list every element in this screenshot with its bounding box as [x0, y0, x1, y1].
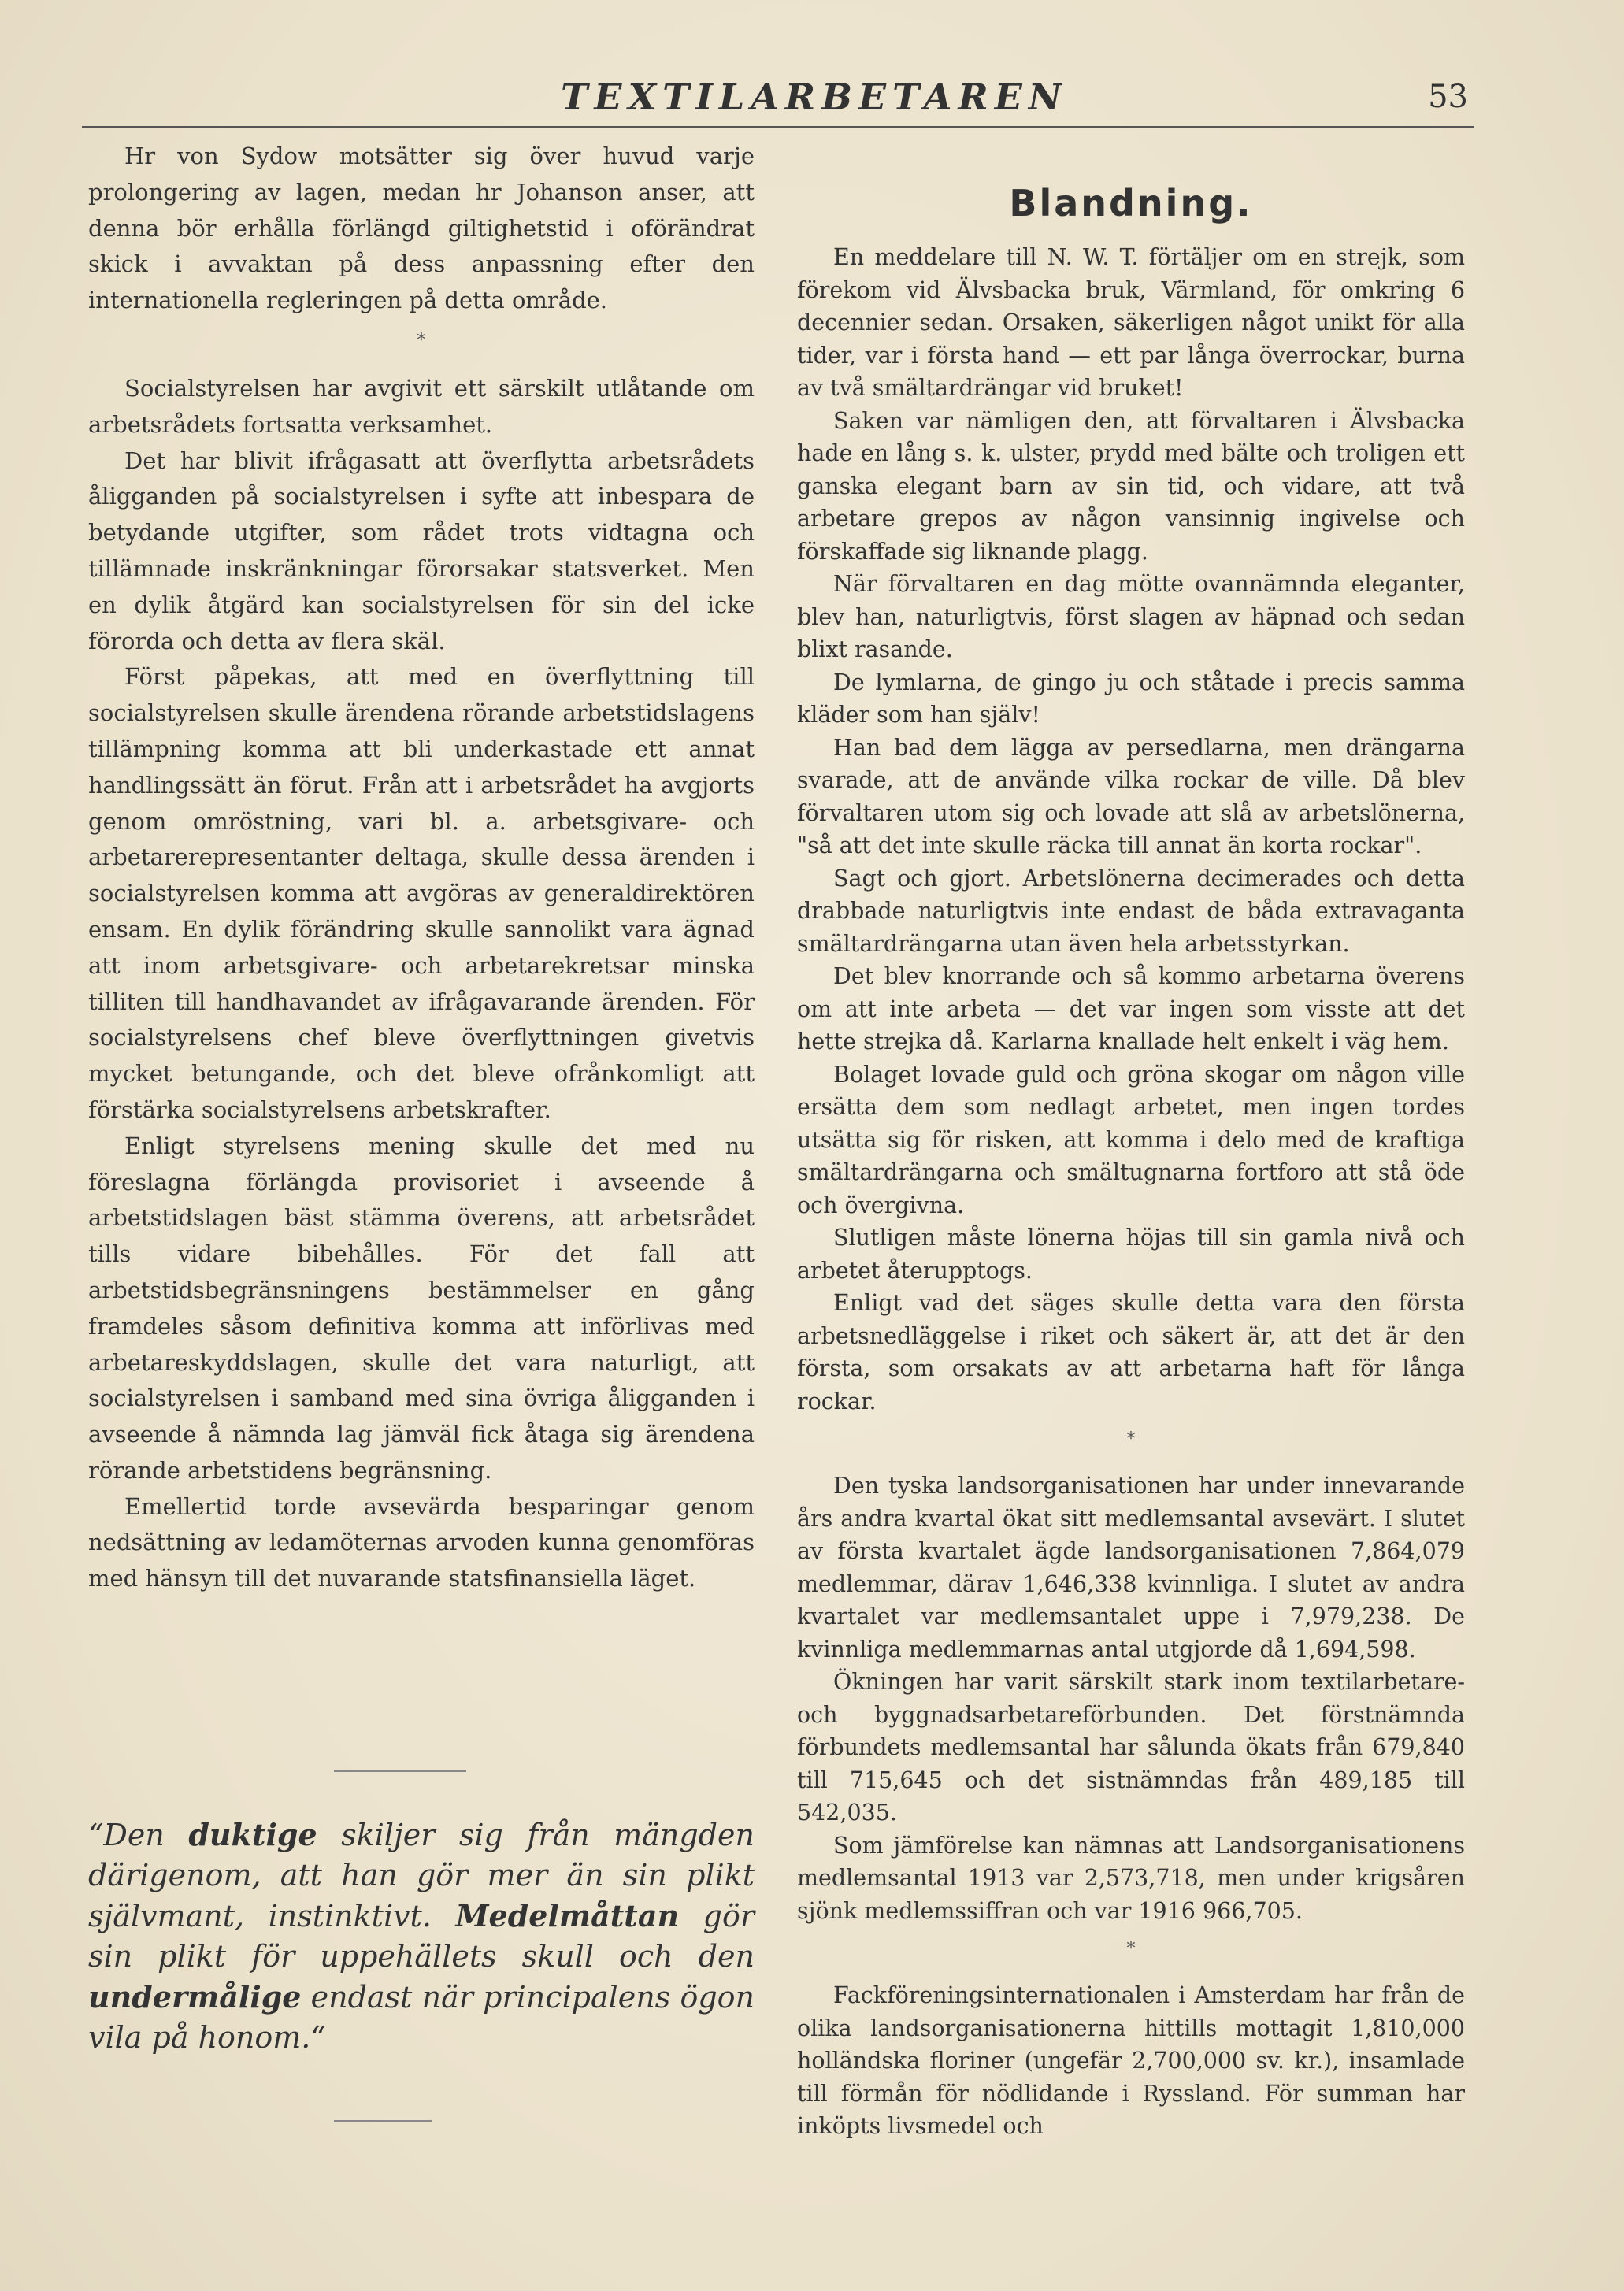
paragraph: Han bad dem lägga av persedlarna, men drängarna svarade, att de använde vilka rockar de ville. Då blev förvaltaren utom sig och lovade att slå av arbetslönerna, "så att det inte skulle räcka till annat än korta rockar".: [797, 734, 1465, 858]
section-separator: *: [1126, 1429, 1136, 1449]
paragraph: Emellertid torde avsevärda besparingar genom nedsättning av ledamöternas arvoden kunna genomföras med hänsyn till det nuvarande statsfinansiella läget.: [88, 1492, 755, 1592]
paragraph: Bolaget lovade guld och gröna skogar om någon ville ersätta dem som nedlagt arbetet, men ingen tordes utsätta sig för risken, att komma i delo med de kraftiga smältardrängarna och smältugnarna fortforo att stå öde och övergivna.: [797, 1061, 1465, 1218]
section-separator: *: [1126, 1939, 1136, 1959]
page-number: 53: [1428, 79, 1468, 115]
quote-emphasis: undermålige: [88, 1979, 302, 2015]
paragraph: Socialstyrelsen har avgivit ett särskilt utlåtande om arbetsrådets fortsatta verksamhet.: [88, 374, 755, 438]
paragraph: Den tyska landsorganisationen har under innevarande års andra kvartal ökat sitt medlemsantal avsevärt. I slutet av första kvartalet ägde landsorganisationen 7,864,079 medlemmar, därav 1,646,338 kvinnliga. I slutet av andra kvartalet var medlemsantalet uppe i 7,979,238. De kvinnliga medlemmarnas antal utgjorde då 1,694,598.: [797, 1473, 1465, 1663]
page-header: [82, 76, 1474, 128]
left-column: [88, 139, 755, 1597]
quote-text: skiljer sig från mängden därigenom, att han gör mer än sin plikt självmant, instinktivt.: [88, 1818, 755, 1933]
quote-emphasis: duktige: [188, 1817, 317, 1852]
paragraph: Fackföreningsinternationalen i Amsterdam har från de olika landsorganisationerna hittills mottagit 1,810,000 holländska floriner (ungefär 2,700,000 sv. kr.), insamlade till förmån för nödlidande i Ryssland. För summan har inköpts livsmedel och: [797, 1982, 1465, 2139]
paragraph: När förvaltaren en dag mötte ovannämnda eleganter, blev han, naturligtvis, först slagen av häpnad och sedan blixt rasande.: [797, 571, 1465, 662]
paragraph: Det blev knorrande och så kommo arbetarna överens om att inte arbeta — det var ingen som visste att det hette strejka då. Karlarna knallade helt enkelt i väg hem.: [797, 963, 1465, 1055]
paragraph: Som jämförelse kan nämnas att Landsorganisationens medlemsantal 1913 var 2,573,718, men under krigsåren sjönk medlemssiffran och var 1916 966,705.: [797, 1832, 1465, 1924]
quote-top-rule: [334, 1770, 466, 1772]
pull-quote: [88, 1815, 755, 2058]
paragraph: Det har blivit ifrågasatt att överflytta arbetsrådets åligganden på socialstyrelsen i syfte att inbespara de betydande utgifter, som rådet trots vidtagna och tillämnade inskränkningar förorsakar statsverket. Men en dylik åtgärd kan socialstyrelsen för sin del icke förorda och detta av flera skäl.: [88, 447, 755, 654]
paragraph: De lymlarna, de gingo ju och ståtade i precis samma kläder som han själv!: [797, 669, 1465, 728]
paragraph: En meddelare till N. W. T. förtäljer om en strejk, som förekom vid Älvsbacka bruk, Värmland, för omkring 6 decennier sedan. Orsaken, säkerligen något unikt för alla tider, var i första hand — ett par långa överrockar, burna av två smältardrängar vid bruket!: [797, 244, 1465, 401]
paragraph: Saken var nämligen den, att förvaltaren i Älvsbacka hade en lång s. k. ulster, prydd med bälte och troligen ett ganska elegant barn av sin tid, och vidare, att två arbetare grepos av någon vansinnig ingivelse och förskaffade sig liknande plagg.: [797, 407, 1465, 565]
paragraph: Enligt vad det säges skulle detta vara den första arbetsnedläggelse i riket och säkert är, att det är den första, som orsakats av att arbetarna haft för långa rockar.: [797, 1290, 1465, 1414]
quote-text: “Den: [88, 1818, 189, 1852]
running-title: TEXTILARBETAREN: [561, 76, 1068, 118]
quote-text: gör sin plikt för uppehällets skull och den: [88, 1899, 755, 1974]
right-column: [797, 139, 1465, 2143]
quote-emphasis: Medelmåttan: [455, 1898, 680, 1933]
paragraph: Slutligen måste lönerna höjas till sin gamla nivå och arbetet återupptogs.: [797, 1225, 1465, 1284]
section-title: Blandning.: [1009, 182, 1253, 224]
paragraph: Hr von Sydow motsätter sig över huvud varje prolongering av lagen, medan hr Johanson anser, att denna bör erhålla förlängd giltighetstid i oförändrat skick i avvaktan på dess anpassning efter den internationella regleringen på detta område.: [88, 143, 755, 314]
quote-text: endast när principalens ögon vila på honom.“: [88, 1980, 755, 2055]
section-separator: *: [417, 330, 426, 350]
paragraph: Enligt styrelsens mening skulle det med nu föreslagna förlängda provisoriet i avseende å arbetstidslagen bäst stämma överens, att arbetsrådet tills vidare bibehålles. För det fall att arbetstidsbegränsningens bestämmelser en gång framdeles såsom definitiva komma att införlivas med arbetareskyddslagen, skulle det vara naturligt, att socialstyrelsen i samband med sina övriga åligganden i avseende å nämnda lag jämväl fick åtaga sig ärendena rörande arbetstidens begränsning.: [88, 1132, 755, 1484]
paragraph: Ökningen har varit särskilt stark inom textilarbetare- och byggnadsarbetareförbunden. Det förstnämnda förbundets medlemsantal har sålunda ökats från 679,840 till 715,645 och det sistnämndas från 489,185 till 542,035.: [797, 1669, 1465, 1826]
quote-bottom-rule: [334, 2120, 432, 2122]
paragraph: Sagt och gjort. Arbetslönerna decimerades och detta drabbade naturligtvis inte endast de båda extravaganta smältardrängarna utan även hela arbetsstyrkan.: [797, 865, 1465, 957]
paragraph: Först påpekas, att med en överflyttning till socialstyrelsen skulle ärendena rörande arbetstidslagens tillämpning komma att bli underkastade ett annat handlingssätt än förut. Från att i arbetsrådet ha avgjorts genom omröstning, vari bl. a. arbetsgivare- och arbetarerepresentanter deltaga, skulle dessa ärenden i socialstyrelsen komma att avgöras av generaldirektören ensam. En dylik förändring skulle sannolikt vara ägnad att inom arbetsgivare- och arbetarekretsar minska tilliten till handhavandet av ifrågavarande ärenden. För socialstyrelsens chef bleve överflyttningen givetvis mycket betungande, och det bleve ofrånkomligt att förstärka socialstyrelsens arbetskrafter.: [88, 663, 755, 1123]
